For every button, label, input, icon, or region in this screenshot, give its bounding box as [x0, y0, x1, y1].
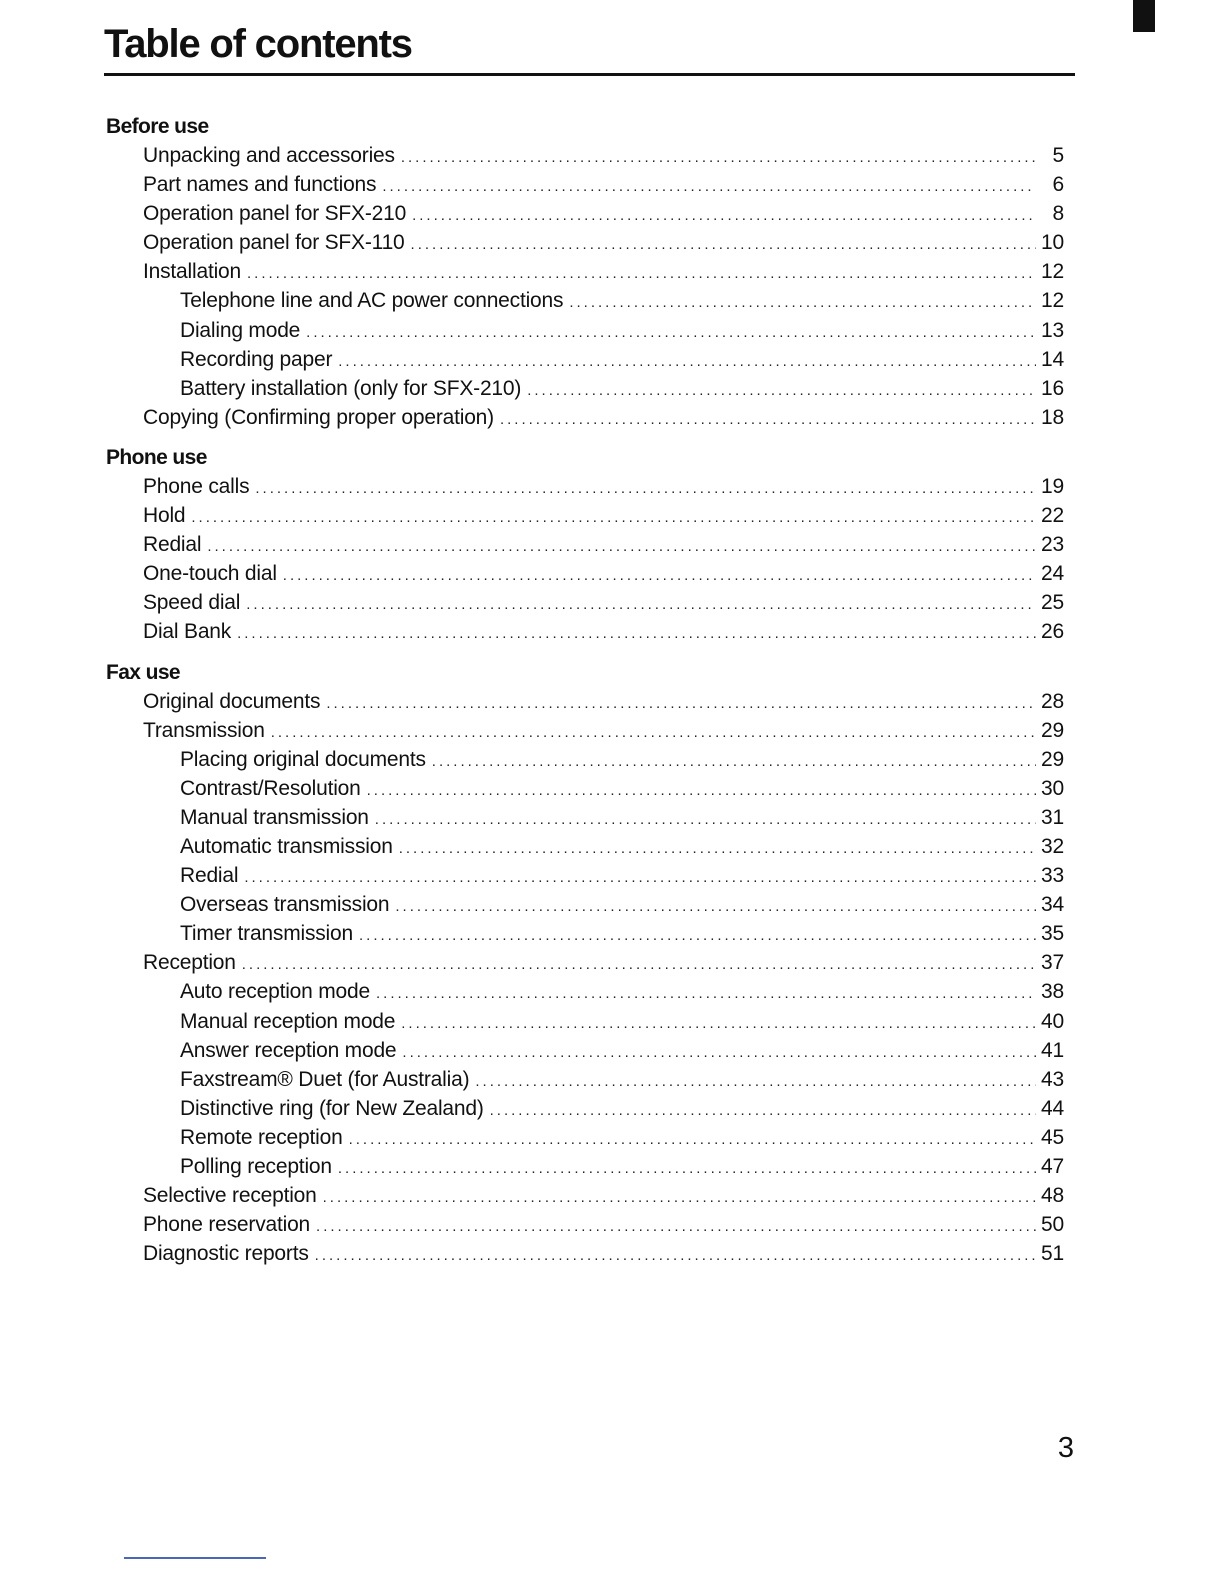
toc-entry-page: 44 — [1041, 1096, 1064, 1120]
toc-entry-page: 18 — [1041, 405, 1064, 429]
toc-entry-page: 50 — [1041, 1213, 1064, 1237]
toc-entry-label: Manual reception mode — [180, 1009, 396, 1033]
toc-entry-page: 45 — [1041, 1125, 1064, 1149]
toc-section — [106, 112, 1064, 432]
dot-leader — [382, 172, 1036, 201]
toc-entry[interactable] — [106, 890, 1064, 919]
toc-entry-label: Transmission — [143, 718, 265, 742]
dot-leader — [237, 619, 1036, 648]
dot-leader — [315, 1241, 1036, 1270]
toc-entry-page: 41 — [1041, 1038, 1064, 1062]
dot-leader — [349, 1125, 1036, 1154]
dot-leader — [244, 863, 1036, 892]
toc-entry[interactable] — [106, 1152, 1064, 1181]
toc-entry[interactable] — [106, 948, 1064, 977]
toc-entry-page: 26 — [1041, 620, 1064, 644]
toc-entry-label: Installation — [143, 260, 241, 284]
toc-entry-label: Original documents — [143, 689, 321, 713]
dot-leader — [191, 503, 1036, 532]
toc-entry-label: Operation panel for SFX-210 — [143, 202, 407, 226]
dot-leader — [375, 805, 1036, 834]
toc-entry[interactable] — [106, 141, 1064, 170]
toc-entry-page: 8 — [1052, 202, 1064, 226]
page-number: 3 — [1057, 1432, 1074, 1464]
toc-entry-label: Reception — [143, 951, 236, 975]
toc-entry-label: Manual transmission — [180, 805, 369, 829]
toc-entry[interactable] — [106, 345, 1064, 374]
toc-entry-page: 6 — [1052, 173, 1064, 197]
toc-entry-page: 47 — [1041, 1155, 1064, 1178]
title-rule — [104, 73, 1075, 76]
toc-entry-page: 40 — [1041, 1009, 1064, 1033]
dot-leader — [242, 950, 1036, 979]
toc-entry[interactable] — [106, 403, 1064, 432]
toc-entry-page: 12 — [1041, 289, 1064, 313]
toc-entry-label: Battery installation (only for SFX-210) — [180, 376, 522, 400]
toc-entry-page: 51 — [1041, 1242, 1064, 1266]
dot-leader — [246, 590, 1036, 619]
dot-leader — [376, 979, 1036, 1008]
toc-entry-label: Polling reception — [180, 1155, 332, 1178]
toc-entry[interactable] — [106, 832, 1064, 861]
dot-leader — [412, 201, 1036, 230]
toc-entry-page: 25 — [1041, 591, 1064, 615]
toc-entry[interactable] — [106, 501, 1064, 530]
toc-entry-label: Auto reception mode — [180, 980, 370, 1004]
toc-entry-label: Redial — [143, 533, 202, 557]
toc-section — [106, 658, 1064, 1269]
dot-leader — [401, 1009, 1036, 1038]
dot-leader — [569, 288, 1036, 317]
dot-leader — [283, 561, 1036, 590]
toc-entry-page: 22 — [1041, 504, 1064, 528]
toc-entry-label: Timer transmission — [180, 922, 353, 946]
toc-entry-page: 34 — [1041, 893, 1064, 917]
toc-entry-page: 32 — [1041, 834, 1064, 858]
toc-entry[interactable] — [106, 861, 1064, 890]
toc-entry-page: 12 — [1041, 260, 1064, 284]
dot-leader — [367, 776, 1036, 805]
toc-entry-label: Faxstream® Duet (for Australia) — [180, 1067, 470, 1091]
toc-entry[interactable] — [106, 559, 1064, 588]
toc-entry-page: 19 — [1041, 474, 1064, 498]
toc-entry[interactable] — [106, 745, 1064, 774]
toc-entry-page: 29 — [1041, 747, 1064, 771]
toc-entry-page: 43 — [1041, 1067, 1064, 1091]
dot-leader — [207, 532, 1036, 561]
toc-entry-label: Operation panel for SFX-110 — [143, 231, 405, 255]
page-title: Table of contents — [104, 22, 412, 66]
toc-entry[interactable] — [106, 316, 1064, 345]
toc-entry-label: Part names and functions — [143, 173, 377, 197]
dot-leader — [490, 1096, 1036, 1125]
dot-leader — [395, 892, 1036, 921]
toc-entry-page: 16 — [1041, 376, 1064, 400]
toc-entry-label: Selective reception — [143, 1184, 317, 1208]
corner-mark — [1133, 0, 1155, 32]
toc-entry-label: Hold — [143, 504, 186, 528]
dot-leader — [323, 1183, 1036, 1212]
toc-entry-label: Recording paper — [180, 347, 333, 371]
toc-entry-label: Distinctive ring (for New Zealand) — [180, 1096, 484, 1120]
toc-entry-label: Speed dial — [143, 591, 241, 615]
toc-entry-label: Remote reception — [180, 1125, 343, 1149]
dot-leader — [432, 747, 1036, 776]
dot-leader — [338, 1154, 1036, 1183]
dot-leader — [255, 474, 1036, 503]
dot-leader — [399, 834, 1036, 863]
dot-leader — [326, 689, 1036, 718]
toc-entry-page: 30 — [1041, 776, 1064, 800]
toc-entry-label: Phone reservation — [143, 1213, 311, 1237]
toc-entry[interactable] — [106, 1210, 1064, 1239]
toc-entry-page: 38 — [1041, 980, 1064, 1004]
toc-entry-page: 33 — [1041, 864, 1064, 888]
toc-entry-page: 28 — [1041, 689, 1064, 713]
bottom-rule — [124, 1557, 266, 1559]
toc-section — [106, 443, 1064, 647]
toc-entry[interactable] — [106, 716, 1064, 745]
toc-entry[interactable] — [106, 228, 1064, 257]
dot-leader — [411, 230, 1036, 259]
toc-entry[interactable] — [106, 1036, 1064, 1065]
table-of-contents — [106, 112, 1064, 1279]
toc-entry[interactable] — [106, 919, 1064, 948]
toc-entry[interactable] — [106, 530, 1064, 559]
toc-entry-label: One-touch dial — [143, 562, 277, 586]
toc-entry[interactable] — [106, 472, 1064, 501]
toc-entry[interactable] — [106, 286, 1064, 315]
toc-entry-label: Dialing mode — [180, 318, 301, 342]
toc-entry[interactable] — [106, 617, 1064, 646]
toc-entry-label: Copying (Confirming proper operation) — [143, 405, 494, 429]
toc-entry-label: Unpacking and accessories — [143, 144, 395, 167]
toc-entry[interactable] — [106, 1007, 1064, 1036]
toc-entry[interactable] — [106, 1123, 1064, 1152]
dot-leader — [500, 405, 1036, 434]
section-heading: Before use — [106, 115, 209, 138]
toc-entry-page: 10 — [1041, 231, 1064, 255]
toc-entry-page: 29 — [1041, 718, 1064, 742]
toc-entry-page: 31 — [1041, 805, 1064, 829]
dot-leader — [359, 921, 1036, 950]
toc-entry-page: 14 — [1041, 347, 1064, 371]
toc-entry[interactable] — [106, 374, 1064, 403]
toc-entry-page: 23 — [1041, 533, 1064, 557]
dot-leader — [475, 1067, 1036, 1096]
toc-entry[interactable] — [106, 257, 1064, 286]
toc-entry-label: Automatic transmission — [180, 834, 393, 858]
dot-leader — [402, 1038, 1036, 1067]
toc-entry-label: Contrast/Resolution — [180, 776, 361, 800]
toc-entry[interactable] — [106, 1065, 1064, 1094]
toc-entry-label: Diagnostic reports — [143, 1242, 309, 1266]
toc-entry-label: Overseas transmission — [180, 893, 390, 917]
toc-entry-label: Telephone line and AC power connections — [180, 289, 564, 313]
dot-leader — [306, 318, 1036, 347]
dot-leader — [338, 347, 1036, 376]
section-heading: Fax use — [106, 660, 181, 684]
toc-entry-label: Phone calls — [143, 474, 250, 498]
toc-entry-page: 24 — [1041, 562, 1064, 586]
dot-leader — [247, 259, 1036, 288]
toc-entry-page: 35 — [1041, 922, 1064, 946]
toc-entry-label: Redial — [180, 864, 239, 888]
section-heading: Phone use — [106, 445, 207, 469]
toc-entry[interactable] — [106, 1094, 1064, 1123]
toc-entry-label: Dial Bank — [143, 620, 232, 644]
toc-entry-page: 13 — [1041, 318, 1064, 342]
toc-entry[interactable] — [106, 1181, 1064, 1210]
toc-entry[interactable] — [106, 803, 1064, 832]
toc-entry-label: Placing original documents — [180, 747, 426, 771]
toc-entry[interactable] — [106, 199, 1064, 228]
dot-leader — [527, 376, 1036, 405]
toc-entry-page: 37 — [1041, 951, 1064, 975]
toc-entry[interactable] — [106, 588, 1064, 617]
dot-leader — [316, 1212, 1036, 1241]
toc-entry[interactable] — [106, 170, 1064, 199]
toc-entry[interactable] — [106, 687, 1064, 716]
toc-entry[interactable] — [106, 1239, 1064, 1268]
dot-leader — [401, 143, 1036, 172]
toc-entry[interactable] — [106, 774, 1064, 803]
toc-entry-page: 5 — [1052, 144, 1064, 167]
toc-entry-label: Answer reception mode — [180, 1038, 397, 1062]
dot-leader — [271, 718, 1036, 747]
toc-entry[interactable] — [106, 977, 1064, 1006]
toc-entry-page: 48 — [1041, 1184, 1064, 1208]
